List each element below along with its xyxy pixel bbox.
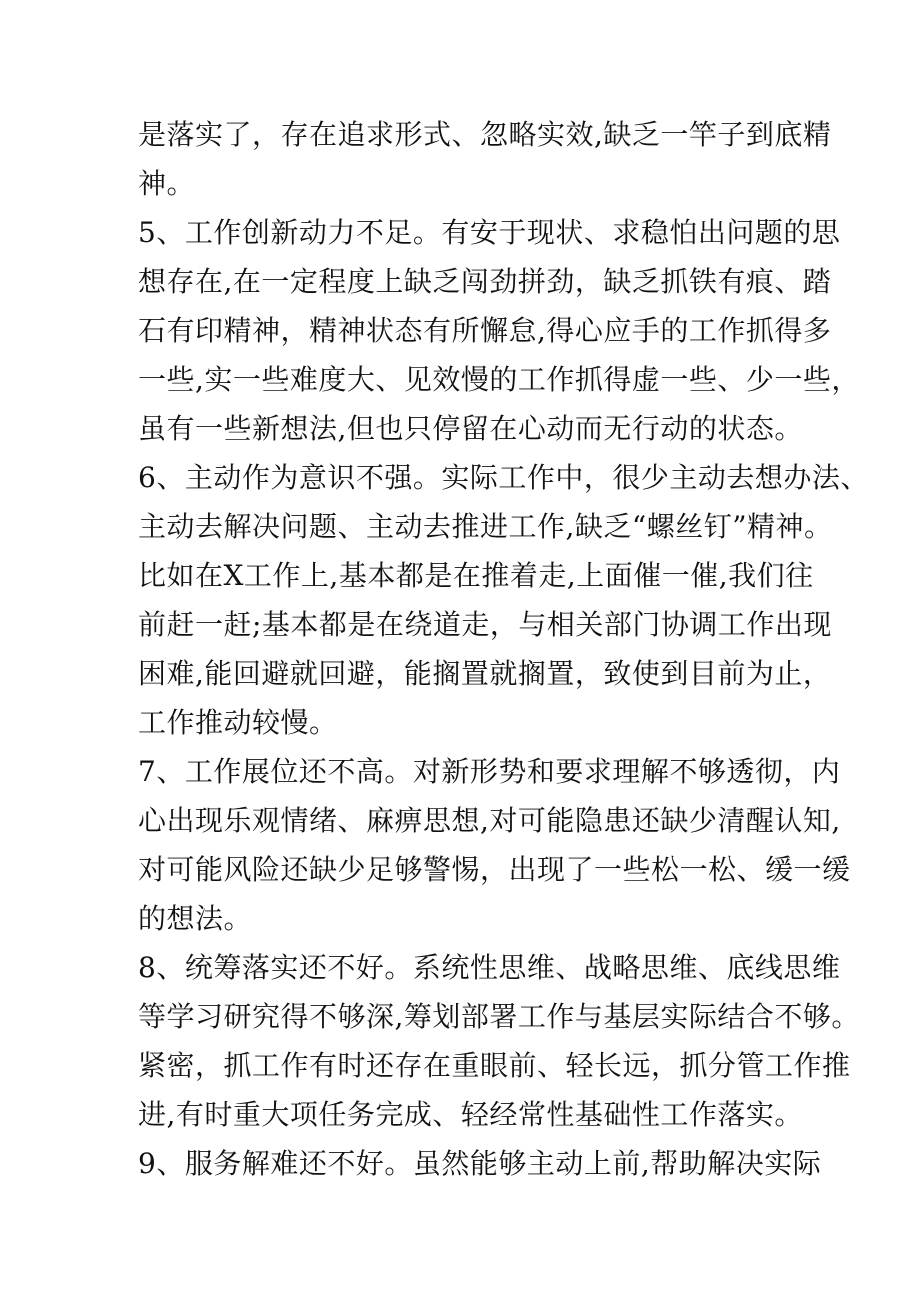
text-line: 前赶一赶;基本都是在绕道走，与相关部门协调工作出现	[138, 608, 832, 641]
text-line: 是落实了，存在追求形式、忽略实效,缺乏一竿子到底精	[138, 118, 832, 151]
text-line: 神。	[138, 167, 196, 200]
text-line: 等学习研究得不够深,筹划部署工作与基层实际结合不够。	[138, 1000, 860, 1033]
text-line: 石有印精神，精神状态有所懈怠,得心应手的工作抓得多	[138, 314, 832, 347]
text-line: 进,有时重大项任务完成、轻经常性基础性工作落实。	[138, 1098, 803, 1131]
text-line: 比如在X工作上,基本都是在推着走,上面催一催,我们往	[138, 559, 814, 592]
text-line: 6、主动作为意识不强。实际工作中，很少主动去想办法、	[138, 461, 869, 494]
text-line: 5、工作创新动力不足。有安于现状、求稳怕出问题的思	[138, 216, 841, 249]
text-line: 心出现乐观情绪、麻痹思想,对可能隐患还缺少清醒认知,	[138, 804, 841, 837]
text-line: 主动去解决问题、主动去推进工作,缺乏“螺丝钉”精神。	[138, 510, 833, 543]
text-line: 9、服务解难还不好。虽然能够主动上前,帮助解决实际	[138, 1147, 822, 1180]
text-line: 一些,实一些难度大、见效慢的工作抓得虚一些、少一些，	[138, 363, 860, 396]
text-line: 工作推动较慢。	[138, 706, 338, 739]
text-line: 虽有一些新想法,但也只停留在心动而无行动的状态。	[138, 412, 803, 445]
text-line: 想存在,在一定程度上缺乏闯劲拼劲，缺乏抓铁有痕、踏	[138, 265, 832, 298]
text-line: 8、统筹落实还不好。系统性思维、战略思维、底线思维	[138, 951, 841, 984]
document-body	[138, 110, 869, 1188]
text-line: 7、工作展位还不高。对新形势和要求理解不够透彻，内	[138, 755, 841, 788]
text-line: 困难,能回避就回避，能搁置就搁置，致使到目前为止，	[138, 657, 832, 690]
text-line: 紧密，抓工作有时还存在重眼前、轻长远，抓分管工作推	[138, 1049, 851, 1082]
text-line: 对可能风险还缺少足够警惕，出现了一些松一松、缓一缓	[138, 853, 851, 886]
text-line: 的想法。	[138, 902, 253, 935]
